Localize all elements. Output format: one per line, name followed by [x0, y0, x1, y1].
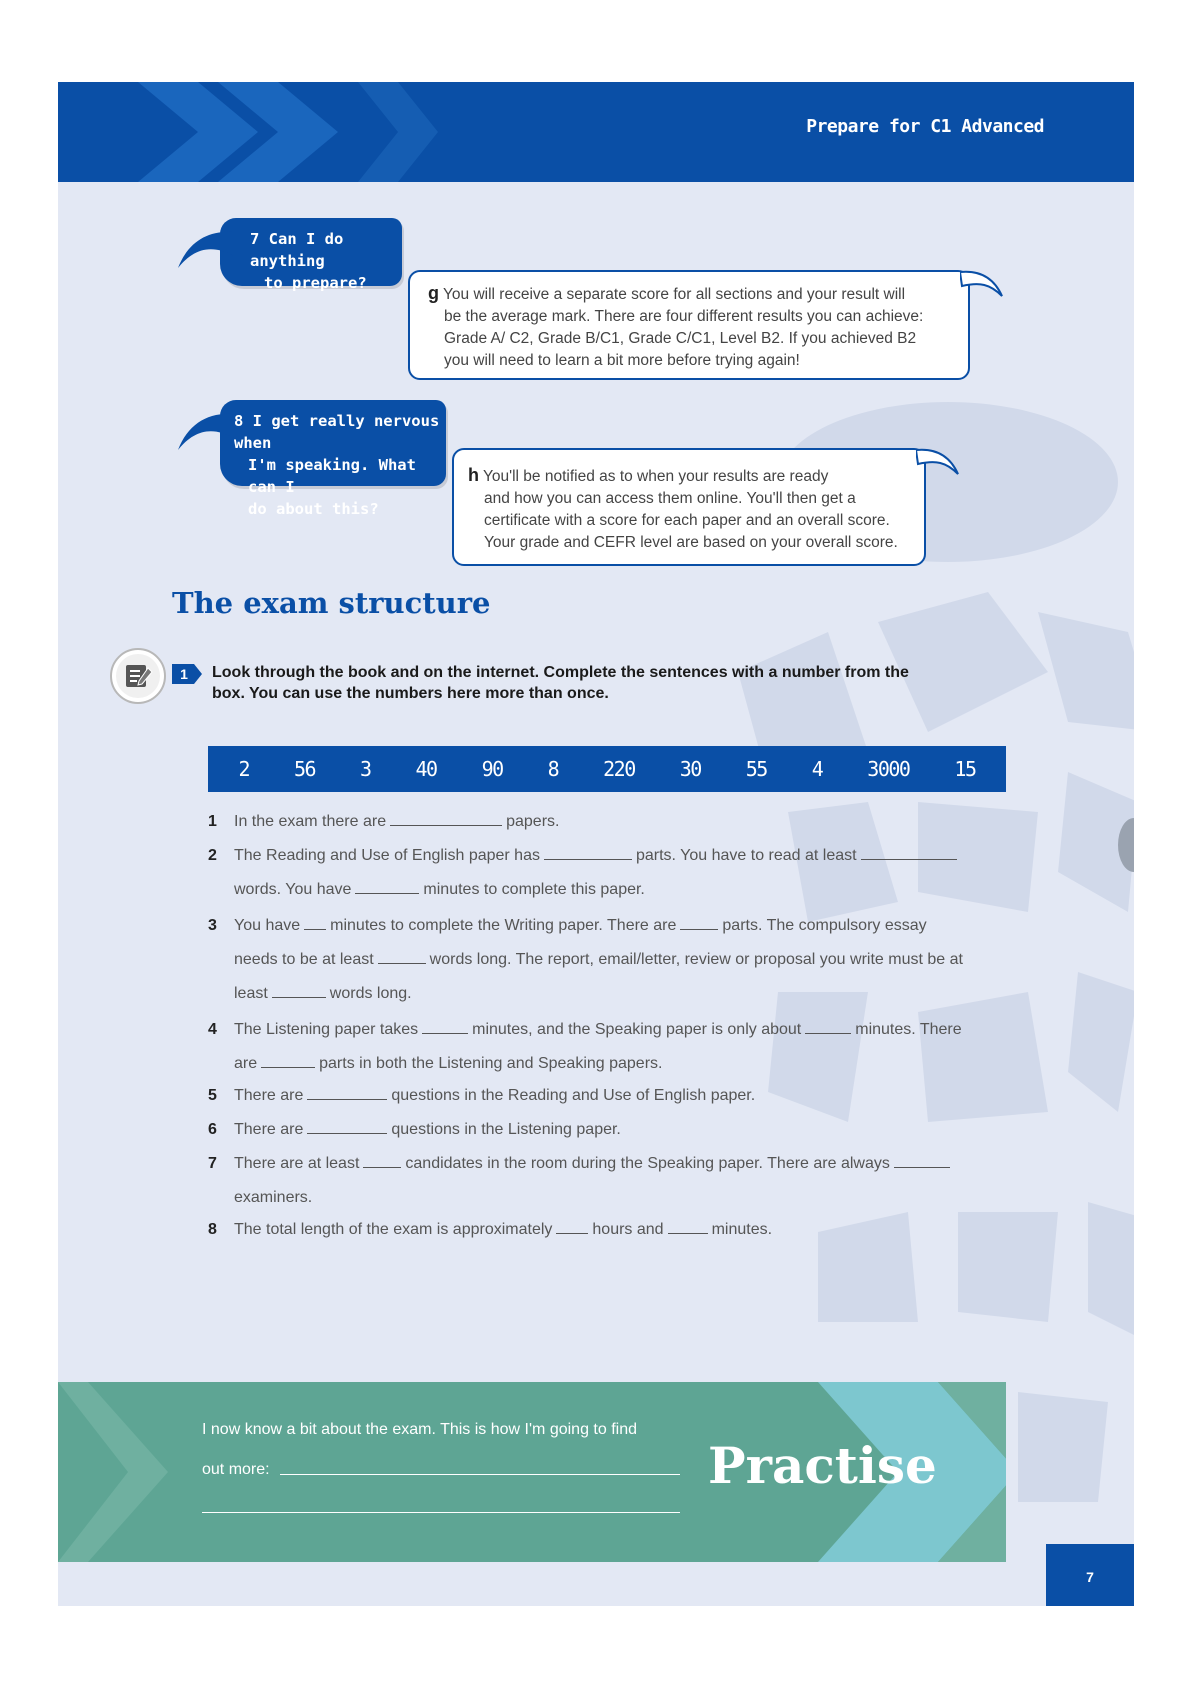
practise-prompt-line-2: out more: [202, 1461, 270, 1478]
bubble-tail-icon [178, 226, 234, 276]
answer-blank[interactable] [307, 1081, 387, 1100]
question-number: 3 [208, 917, 217, 934]
question-line [234, 838, 961, 874]
practise-answer-line-1[interactable] [280, 1474, 680, 1475]
question-line [234, 1112, 621, 1148]
number-box-item: 90 [481, 757, 503, 781]
number-box-item: 3000 [867, 757, 910, 781]
question-text: minutes. [711, 1221, 773, 1238]
answer-blank[interactable] [272, 979, 326, 998]
page [58, 82, 1134, 1606]
answer-blank[interactable] [544, 841, 632, 860]
answer-h-line-4: Your grade and CEFR level are based on your overall score. [484, 534, 898, 551]
question-line [234, 1180, 312, 1216]
question-number: 2 [208, 847, 217, 864]
section-title: The exam structure [172, 586, 491, 620]
question-number: 8 [208, 1221, 217, 1238]
answer-bubble-h [452, 448, 926, 566]
question-text: parts in both the Listening and Speaking papers. [319, 1055, 663, 1072]
number-box-item: 56 [293, 757, 316, 781]
number-box-item: 40 [415, 757, 437, 781]
number-box-item: 30 [679, 757, 701, 781]
question-line [234, 1078, 755, 1114]
header-title: Prepare for C1 Advanced [806, 116, 1044, 137]
question-line [234, 804, 559, 840]
question-text: In the exam there are [234, 813, 387, 830]
number-box-item: 4 [811, 757, 823, 781]
practise-answer-line-2[interactable] [202, 1512, 680, 1513]
question-text: There are [234, 1121, 304, 1138]
answer-blank[interactable] [422, 1015, 468, 1034]
question-text: minutes to complete this paper. [423, 881, 645, 898]
question-line [234, 908, 927, 944]
question-text: The total length of the exam is approximately [234, 1221, 553, 1238]
question-text: minutes, and the Speaking paper is only about [472, 1021, 802, 1038]
answer-blank[interactable] [894, 1149, 950, 1168]
answer-g-line-2: be the average mark. There are four different results you can achieve: [444, 308, 924, 325]
question-line [234, 1146, 954, 1182]
bubble-tail-icon [916, 446, 960, 482]
question-text: questions in the Listening paper. [391, 1121, 621, 1138]
answer-letter-g: g [428, 283, 439, 303]
number-box-item: 8 [547, 757, 559, 781]
notepad-pencil-icon [112, 650, 164, 702]
question-number: 6 [208, 1121, 217, 1138]
question-text: are [234, 1055, 258, 1072]
practise-panel [58, 1382, 1006, 1562]
writing-task-icon [110, 648, 166, 704]
question-text: parts. The compulsory essay [722, 917, 927, 934]
task-instruction [212, 662, 992, 704]
question-text: words long. The report, email/letter, review or proposal you write must be at [429, 951, 963, 968]
header-banner [58, 82, 1134, 182]
number-box-item: 55 [745, 757, 767, 781]
question-8-line-2: I'm speaking. What can I [248, 456, 416, 496]
task-instruction-line-2: box. You can use the numbers here more than once. [212, 685, 609, 702]
number-box-item: 3 [360, 757, 371, 781]
answer-blank[interactable] [556, 1215, 588, 1234]
answer-g-line-3: Grade A/ C2, Grade B/C1, Grade C/C1, Level B2. If you achieved B2 [444, 330, 917, 347]
answer-bubble-g [408, 270, 970, 380]
question-8-line-1: 8 I get really nervous when [234, 412, 440, 452]
question-text: hours and [592, 1221, 664, 1238]
question-text: There are at least [234, 1155, 360, 1172]
question-line [234, 1012, 962, 1048]
answer-blank[interactable] [805, 1015, 851, 1034]
question-line [234, 872, 645, 908]
question-text: candidates in the room during the Speaking paper. There are always [405, 1155, 890, 1172]
question-text: examiners. [234, 1189, 313, 1206]
practise-heading: Practise [708, 1436, 937, 1495]
question-text: You have [234, 917, 301, 934]
question-text: parts. You have to read at least [635, 847, 857, 864]
question-number: 5 [208, 1087, 217, 1104]
question-number: 1 [208, 813, 217, 830]
question-bubble-7 [220, 218, 402, 292]
number-box-item: 220 [603, 757, 635, 781]
question-8-line-3: do about this? [248, 500, 379, 518]
number-box [208, 746, 1006, 792]
answer-g-line-1: You will receive a separate score for all sections and your result will [443, 286, 906, 303]
question-number: 7 [208, 1155, 217, 1172]
question-7-line-2: to prepare? [264, 274, 367, 292]
answer-blank[interactable] [378, 945, 426, 964]
answer-h-line-1: You'll be notified as to when your results are ready [483, 468, 829, 485]
question-number: 4 [208, 1021, 217, 1038]
task-number-badge [172, 664, 202, 684]
answer-g-line-4: you will need to learn a bit more before trying again! [444, 352, 800, 369]
question-line [234, 1046, 662, 1082]
question-text: words long. [329, 985, 412, 1002]
question-text: There are [234, 1087, 304, 1104]
answer-blank[interactable] [861, 841, 957, 860]
question-text: questions in the Reading and Use of English paper. [391, 1087, 756, 1104]
question-text: least [234, 985, 268, 1002]
question-text: minutes to complete the Writing paper. There are [330, 917, 677, 934]
question-line [234, 1212, 772, 1248]
task-number: 1 [180, 666, 188, 682]
question-bubble-8 [220, 400, 446, 518]
bubble-tail-icon [178, 408, 234, 458]
answer-blank[interactable] [390, 807, 502, 826]
answer-blank[interactable] [261, 1049, 315, 1068]
answer-blank[interactable] [680, 911, 718, 930]
question-text: papers. [506, 813, 560, 830]
question-7-line-1: 7 Can I do anything [250, 230, 344, 270]
question-text: needs to be at least [234, 951, 374, 968]
answer-h-line-3: certificate with a score for each paper and an overall score. [484, 512, 890, 529]
question-line [234, 976, 412, 1012]
answer-blank[interactable] [304, 911, 326, 930]
task-instruction-line-1: Look through the book and on the internet. Complete the sentences with a number from the [212, 664, 909, 681]
question-text: The Listening paper takes [234, 1021, 419, 1038]
question-text: words. You have [234, 881, 352, 898]
number-box-item: 15 [954, 757, 976, 781]
question-text: The Reading and Use of English paper has [234, 847, 540, 864]
practise-prompt-line-1: I now know a bit about the exam. This is how I'm going to find [202, 1421, 637, 1438]
number-box-item: 2 [238, 757, 250, 781]
answer-blank[interactable] [363, 1149, 401, 1168]
answer-blank[interactable] [355, 875, 419, 894]
answer-letter-h: h [468, 465, 479, 485]
answer-blank[interactable] [307, 1115, 387, 1134]
question-line [234, 942, 963, 978]
practise-prompt [202, 1410, 662, 1490]
question-text: minutes. There [855, 1021, 962, 1038]
page-number: 7 [1046, 1544, 1134, 1606]
answer-blank[interactable] [668, 1215, 708, 1234]
answer-h-line-2: and how you can access them online. You'll then get a [484, 490, 856, 507]
bubble-tail-icon [960, 268, 1004, 304]
